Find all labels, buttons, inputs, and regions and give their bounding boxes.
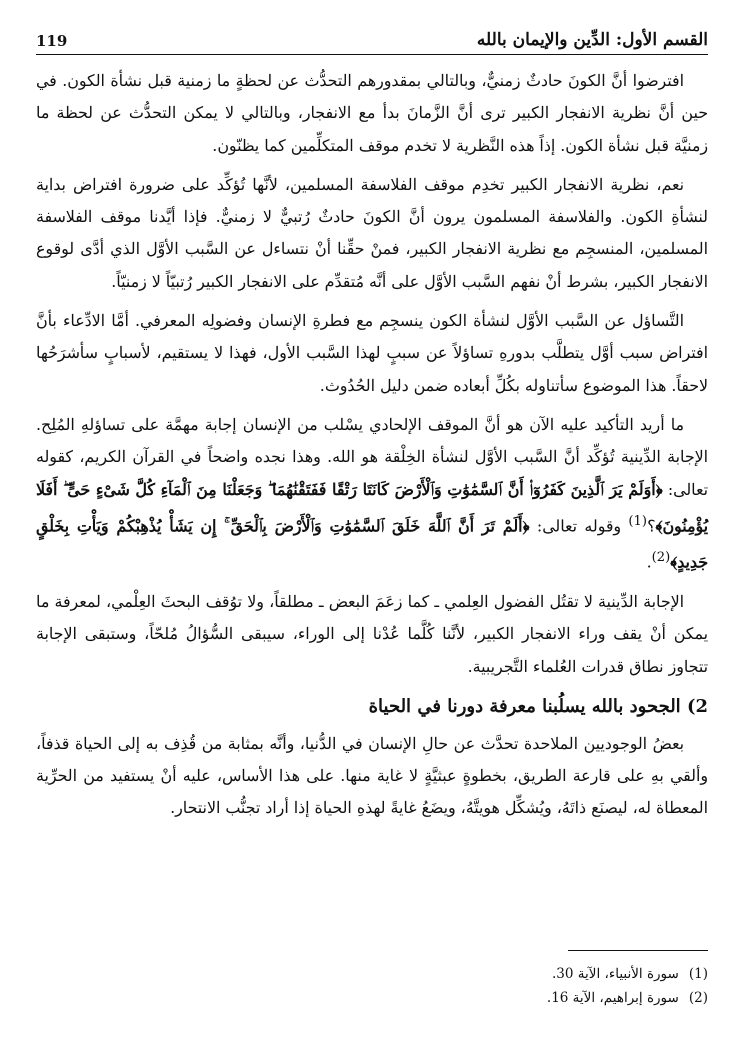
- paragraph: [36, 409, 708, 579]
- book-page: [36, 20, 708, 1030]
- quran-verse: ﴿أَوَلَمْ يَرَ ٱلَّذِينَ كَفَرُوٓا۟ أَنَّ ٱلسَّمَٰوَٰتِ وَٱلْأَرْضَ كَانَتَا رَتْقًا فَفَتَقْنَٰهُمَا ۖ وَجَعَلْنَا مِنَ ٱلْمَآءِ كُلَّ شَىْءٍ حَىٍّ ۖ أَفَلَا يُؤْمِنُونَ﴾: [36, 479, 708, 536]
- footnote: [36, 986, 708, 1010]
- section-heading: 2) الجحود بالله يسلُبنا معرفة دورنا في الحياة: [368, 695, 708, 717]
- quran-verse: ﴿أَلَمْ تَرَ أَنَّ ٱللَّهَ خَلَقَ ٱلسَّمَٰوَٰتِ وَٱلْأَرْضَ بِٱلْحَقِّ ۚ إِن يَشَأْ يُذْهِبْكُمْ وَيَأْتِ بِخَلْقٍ جَدِيدٍ﴾: [36, 516, 708, 572]
- paragraph-text: بعضُ الوجوديين الملاحدة تحدَّث عن حالِ الإنسان في الدُّنيا، وأنَّه بمثابة من قُذِف به إلى الحياة قذفاً، وألقي بهِ على قارعة الطريق، بخطوةٍ عبثيَّةٍ لا غاية منها. على هذا الأساس، عليه أنْ يستفيد من الحرِّية المعطاة له، ليصنَع ذاتَهُ، ويُشكِّل هويتَّهُ، ويضَعُ غايةً لهذهِ الحياة إذا أراد تجنُّب الانتحار.: [36, 733, 708, 818]
- footnote-divider: [568, 950, 708, 951]
- paragraph-text: وقوله تعالى:: [529, 516, 629, 536]
- paragraph-text: نعم، نظرية الانفجار الكبير تخدِم موقف الفلاسفة المسلمين، لأنَّها تُؤكِّد على ضرورة افتراض بداية لنشأةِ الكون. والفلاسفة المسلمون يرون أنَّ الكونَ حادثٌ رُتبيٌّ لا زمنيٌّ. فإذا أيَّدنا موقف الفلاسفة المسلمين، المنسجِم مع نظرية الانفجار الكبير، فمنْ حقِّنا أنْ نتساءل عن السَّبب الأوَّل الذي أدَّى لوقوع الانفجار الكبير، بشرط أنْ نفهم السَّبب الأوَّل على أنَّه مُتقدِّم على الانفجار الكبير رُتبيّاً لا زمنيّاً.: [36, 174, 708, 291]
- footnote-text: سورة الأنبياء، الآية 30.: [551, 966, 679, 982]
- paragraph-text: ما أريد التأكيد عليه الآن هو أنَّ الموقف الإلحادي يسْلب من الإنسان إجابة مهمَّة على تساؤلهِ المُلِح. الإجابة الدِّينية تُؤكِّد أنَّ السَّبب الأوَّل لنشأة الخِلْقة هو الله. وهذا نجده واضحاً في القرآن الكريم، كقوله تعالى:: [36, 414, 708, 499]
- paragraph-text: الإجابة الدِّينية لا تقتُل الفضول العِلمي ـ كما زعَمَ البعض ـ مطلقاً، ولا توُقف البحثَ العِلْمي، لمعرفة ما يمكن أنْ يقف وراء الانفجار الكبير، لأنَّنا كُلَّما عُدْنا إلى الوراء، سيبقى السُّؤالُ مُلحّاً، وستبقى الإجابة تتجاوز نطاق قدرات العُلماء التَّجريبية.: [36, 591, 708, 676]
- running-title: القسم الأول: الدِّين والإيمان بالله: [476, 30, 708, 50]
- footnotes: [36, 962, 708, 1010]
- footnote-ref: (1): [628, 513, 648, 529]
- footnote-ref: (2): [651, 550, 671, 566]
- paragraph: [36, 169, 708, 298]
- paragraph-text: ؟: [647, 516, 656, 536]
- paragraph-text: افترضوا أنَّ الكونَ حادثٌ زمنيٌّ، وبالتالي بمقدورهم التحدُّث عن لحظةٍ ما زمنية قبل نشأة الكون. في حين أنَّ نظرية الانفجار الكبير ترى أنَّ الزَّمانَ بدأ مع الانفجار، وبالتالي لا يمكن التحدُّث عن لحظة ما زمنيَّة قبل نشأة الكون. إذاً هذه النَّظرية لا تخدم موقف المتكلِّمين كما يظنّون.: [36, 71, 708, 155]
- paragraph-text: .: [646, 552, 652, 572]
- footnote-text: سورة إبراهيم، الآية 16.: [546, 990, 679, 1006]
- paragraph-text: التَّساؤل عن السَّبب الأوَّل لنشأة الكون ينسجِم مع فطرةِ الإنسان وفضولِه المعرفي. أمَّا الادِّعاء بأنَّ افتراض سبب أوَّل يتطلَّب بدورهِ تساؤلاً عن سببٍ لهذا السَّبب الأول، فهذا لا يستقيم، لأسبابٍ سأشرَحُها لاحقاً. هذا الموضوع سأتناوله بكُلِّ أبعاده ضمن دليل الحُدُوث.: [36, 311, 708, 395]
- footnote-marker: (1): [688, 966, 708, 982]
- paragraph: [36, 728, 708, 825]
- footnote: [36, 962, 708, 986]
- footnote-marker: (2): [688, 990, 708, 1006]
- page-number: 119: [36, 32, 68, 50]
- paragraph: [36, 65, 708, 162]
- body-text: [36, 65, 708, 825]
- paragraph: [36, 305, 708, 402]
- paragraph: [36, 586, 708, 683]
- page-header: [36, 20, 708, 55]
